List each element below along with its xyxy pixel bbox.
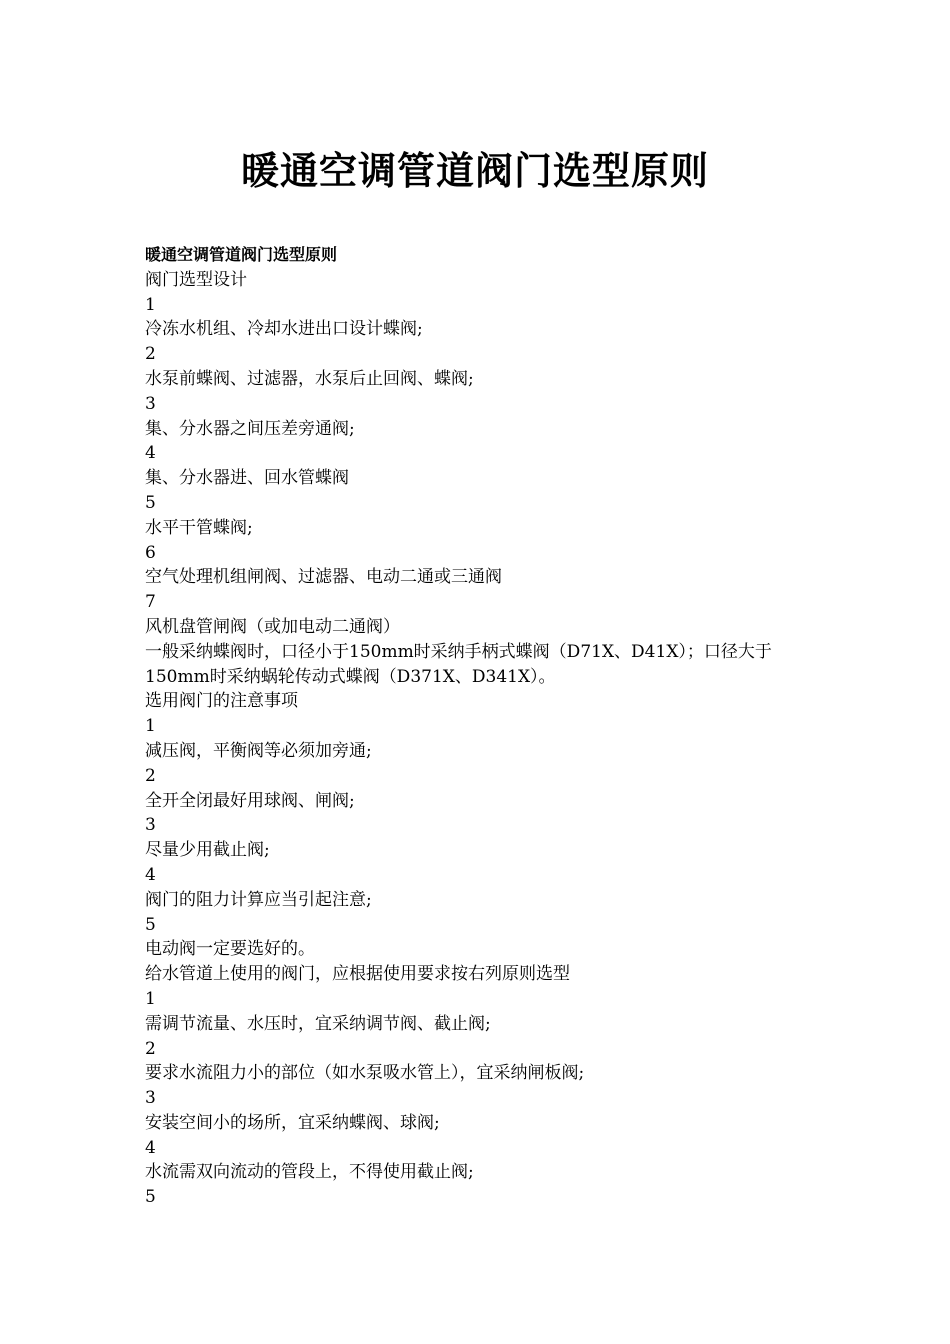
list-item: 减压阀，平衡阀等必须加旁通;: [145, 740, 372, 761]
list-item: 要求水流阻力小的部位（如水泵吸水管上），宜采纳闸板阀;: [145, 1063, 585, 1084]
list-item: 电动阀一定要选好的。: [145, 939, 315, 960]
list-number: 7: [145, 592, 156, 613]
list-number: 1: [145, 716, 156, 737]
list-item: 尽量少用截止阀;: [145, 840, 270, 861]
section-heading-valve-selection: 阀门选型设计: [145, 269, 247, 290]
list-item: 集、分水器之间压差旁通阀;: [145, 418, 355, 439]
list-number: 3: [145, 393, 156, 414]
section-subheading: 暖通空调管道阀门选型原则: [145, 245, 338, 264]
list-item: 水平干管蝶阀;: [145, 517, 253, 538]
list-number: 4: [145, 443, 156, 464]
list-item: 全开全闭最好用球阀、闸阀;: [145, 790, 355, 811]
list-item: 阀门的阻力计算应当引起注意;: [145, 889, 372, 910]
list-number: 2: [145, 1038, 156, 1059]
list-number: 1: [145, 294, 156, 315]
list-number: 2: [145, 344, 156, 365]
list-item: 风机盘管闸阀（或加电动二通阀）: [145, 616, 400, 637]
list-number: 5: [145, 914, 156, 935]
document-body: [145, 243, 805, 1210]
list-number: 5: [145, 1187, 156, 1208]
list-number: 2: [145, 765, 156, 786]
list-item: 需调节流量、水压时，宜采纳调节阀、截止阀;: [145, 1013, 491, 1034]
list-item: 水泵前蝶阀、过滤器，水泵后止回阀、蝶阀;: [145, 368, 474, 389]
list-item: 安装空间小的场所，宜采纳蝶阀、球阀;: [145, 1112, 440, 1133]
list-number: 5: [145, 492, 156, 513]
list-item: 空气处理机组闸阀、过滤器、电动二通或三通阀: [145, 567, 502, 588]
list-number: 1: [145, 988, 156, 1009]
section-heading-water-supply: 给水管道上使用的阀门，应根据使用要求按右列原则选型: [145, 964, 570, 985]
list-item: 水流需双向流动的管段上，不得使用截止阀;: [145, 1162, 474, 1183]
paragraph-butterfly-valve: 一般采纳蝶阀时，口径小于150mm时采纳手柄式蝶阀（D71X、D41X）；口径大于150mm时采纳蜗轮传动式蝶阀（D371X、D341X）。: [145, 641, 772, 687]
section-heading-precautions: 选用阀门的注意事项: [145, 691, 298, 712]
list-number: 4: [145, 864, 156, 885]
list-item: 集、分水器进、回水管蝶阀: [145, 468, 349, 489]
list-number: 4: [145, 1137, 156, 1158]
list-item: 冷冻水机组、冷却水进出口设计蝶阀;: [145, 319, 423, 340]
list-number: 3: [145, 815, 156, 836]
document-title: 暖通空调管道阀门选型原则: [240, 149, 709, 193]
list-number: 6: [145, 542, 156, 563]
list-number: 3: [145, 1088, 156, 1109]
